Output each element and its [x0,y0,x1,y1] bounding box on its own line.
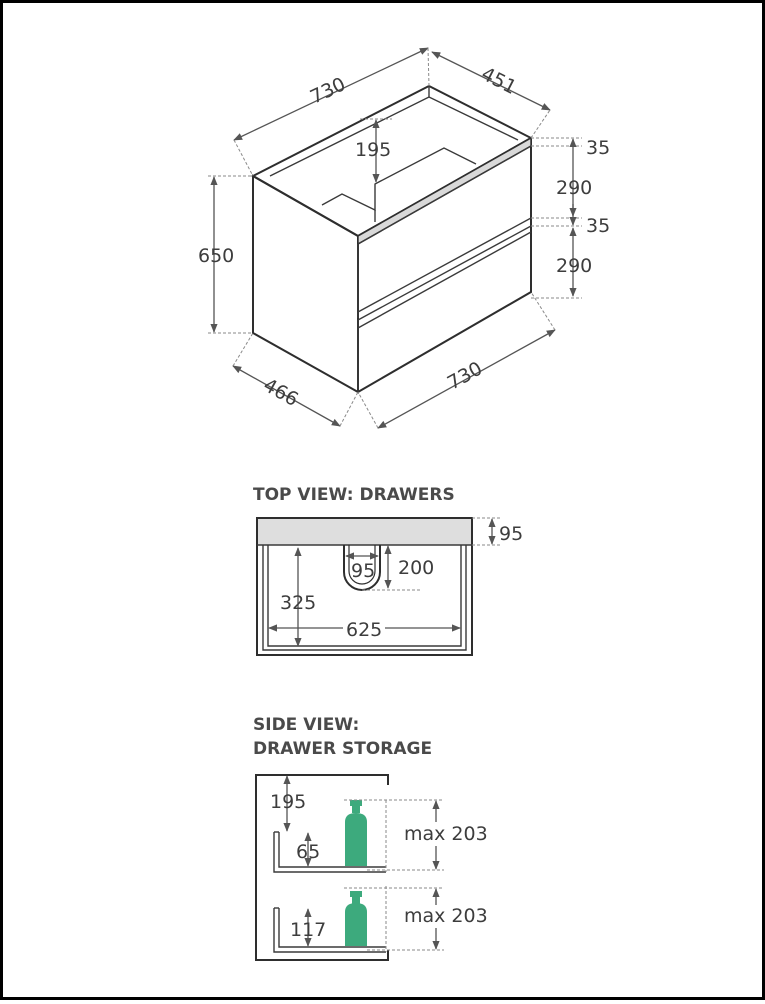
dim-ext-bottom-depth-r [340,392,358,426]
side-view-title-line1: SIDE VIEW: [253,715,360,735]
dim-ext-top-width-l [234,140,253,176]
dim-label-inner-depth: 195 [355,139,392,161]
dim-ext-bottom-depth-l [233,333,253,366]
dim-label-sv-lower-height: 117 [290,919,327,941]
dim-label-tv-cutout-width: 95 [351,560,376,582]
cabinet-isometric [253,86,531,392]
dim-label-sv-clearance: 195 [270,791,307,813]
cabinet-side-panel [253,176,358,392]
dim-label-sv-lower-max: max 203 [404,905,488,927]
dim-ext-top-depth [531,110,550,138]
dim-label-tv-inner-depth: 325 [280,592,317,614]
dim-label-sv-upper-max: max 203 [404,823,488,845]
cabinet-inner-tray [322,148,476,210]
dim-ext-bottom-width-l [358,392,378,428]
upper-drawer-profile [274,832,386,872]
top-view-drawing [257,518,523,655]
dim-label-drawer-top: 290 [556,177,593,199]
dim-label-height: 650 [198,245,235,267]
iso-dimensions [198,48,610,428]
dim-label-tv-inner-width: 625 [346,619,383,641]
dim-label-rail-mid: 35 [586,215,611,237]
top-view-title: TOP VIEW: DRAWERS [253,485,455,505]
side-view-title-line2: DRAWER STORAGE [253,739,433,759]
dim-ext-top-width-r [428,48,429,86]
drawer-divider-line [358,218,531,312]
top-view-back-rail [258,519,471,545]
upper-bottle-icon [345,800,367,866]
dim-label-bottom-depth: 466 [259,374,302,411]
dim-label-rail-top: 35 [586,137,611,159]
dim-label-tv-cutout-depth: 200 [398,557,435,579]
side-view-drawing [256,775,488,960]
dim-label-top-depth: 451 [477,62,521,99]
dim-label-bottom-width: 730 [443,357,487,395]
dim-label-top-width: 730 [306,73,349,109]
dim-label-tv-depth-top: 95 [499,523,524,545]
dim-label-sv-upper-height: 65 [296,841,321,863]
dim-label-drawer-bottom: 290 [556,255,593,277]
handle-groove-lower [358,232,531,328]
cabinet-inner-rim [270,97,518,176]
lower-bottle-icon [345,891,367,946]
